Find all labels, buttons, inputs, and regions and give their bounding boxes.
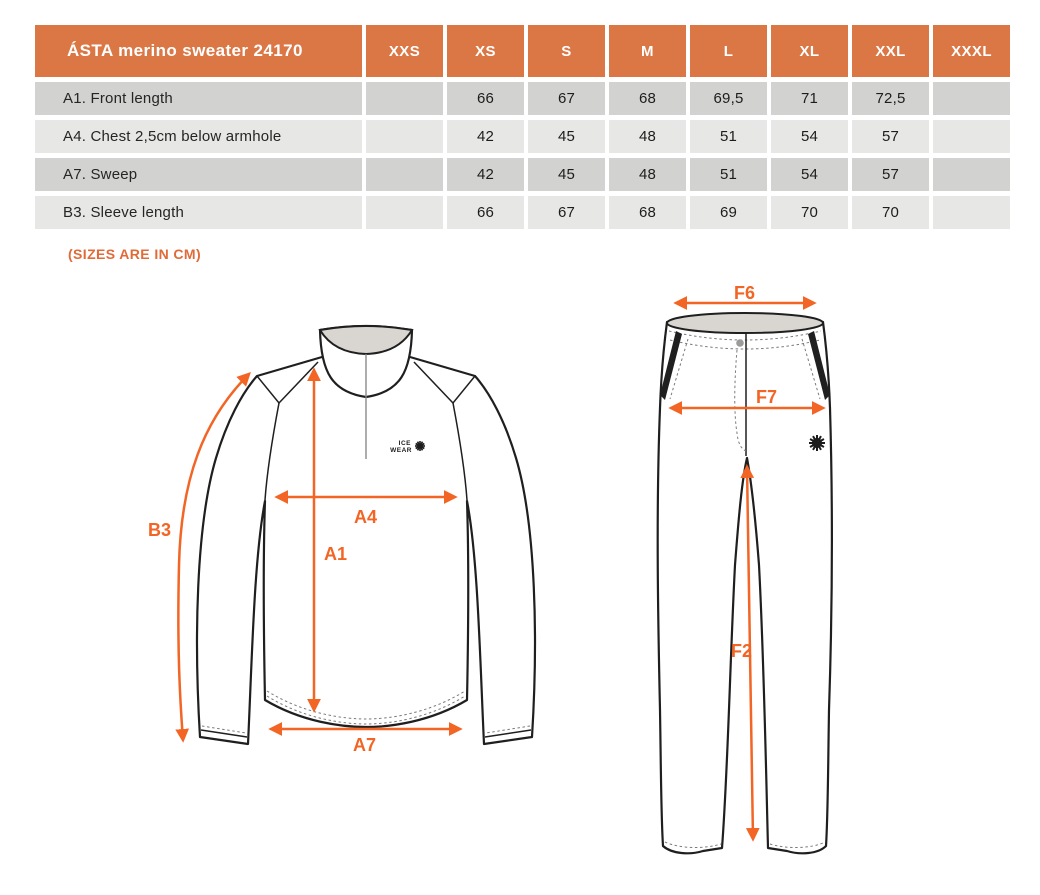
label-f7: F7	[756, 387, 778, 407]
pants-outline	[658, 322, 832, 853]
table-cell	[366, 120, 443, 153]
table-cell: 48	[609, 158, 686, 191]
label-b3: B3	[148, 520, 172, 540]
table-cell: 67	[528, 196, 605, 229]
column-header-s: S	[528, 25, 605, 77]
label-f6: F6	[734, 283, 756, 303]
column-header-l: L	[690, 25, 767, 77]
table-cell: 72,5	[852, 82, 929, 115]
table-cell: 42	[447, 120, 524, 153]
table-cell: 57	[852, 120, 929, 153]
row-label-sweep: A7. Sweep	[35, 158, 362, 191]
table-cell: 57	[852, 158, 929, 191]
table-cell	[366, 196, 443, 229]
row-label-front-length: A1. Front length	[35, 82, 362, 115]
table-cell: 69,5	[690, 82, 767, 115]
table-cell: 54	[771, 158, 848, 191]
table-cell: 69	[690, 196, 767, 229]
table-cell: 68	[609, 82, 686, 115]
table-cell: 54	[771, 120, 848, 153]
label-a4: A4	[354, 507, 378, 527]
table-cell	[933, 158, 1010, 191]
table-cell: 51	[690, 158, 767, 191]
table-cell: 66	[447, 82, 524, 115]
waist-button	[736, 339, 744, 347]
row-label-sleeve-length: B3. Sleeve length	[35, 196, 362, 229]
table-cell: 42	[447, 158, 524, 191]
row-label-chest: A4. Chest 2,5cm below armhole	[35, 120, 362, 153]
table-cell	[933, 82, 1010, 115]
waist-opening	[667, 313, 823, 333]
table-cell: 67	[528, 82, 605, 115]
pants-diagram	[625, 275, 875, 885]
column-header-xxs: XXS	[366, 25, 443, 77]
column-header-m: M	[609, 25, 686, 77]
table-cell: 70	[852, 196, 929, 229]
column-header-xs: XS	[447, 25, 524, 77]
brand-logo-line2: WEAR	[390, 447, 412, 454]
table-cell: 70	[771, 196, 848, 229]
table-cell: 45	[528, 158, 605, 191]
table-cell	[933, 196, 1010, 229]
table-cell: 68	[609, 196, 686, 229]
table-cell: 71	[771, 82, 848, 115]
label-a1: A1	[324, 544, 348, 564]
table-cell: 45	[528, 120, 605, 153]
brand-logo-line1: ICE	[398, 440, 411, 447]
column-header-xl: XL	[771, 25, 848, 77]
column-header-xxxl: XXXL	[933, 25, 1010, 77]
table-cell	[933, 120, 1010, 153]
sweater-diagram	[140, 290, 590, 790]
sizes-note: (SIZES ARE IN CM)	[68, 246, 202, 262]
label-a7: A7	[353, 735, 377, 755]
table-cell: 66	[447, 196, 524, 229]
table-cell: 51	[690, 120, 767, 153]
table-cell	[366, 158, 443, 191]
table-cell	[366, 82, 443, 115]
table-cell: 48	[609, 120, 686, 153]
column-header-xxl: XXL	[852, 25, 929, 77]
size-table	[35, 25, 1010, 229]
table-title: ÁSTA merino sweater 24170	[35, 25, 362, 77]
label-f2: F2	[731, 641, 753, 661]
